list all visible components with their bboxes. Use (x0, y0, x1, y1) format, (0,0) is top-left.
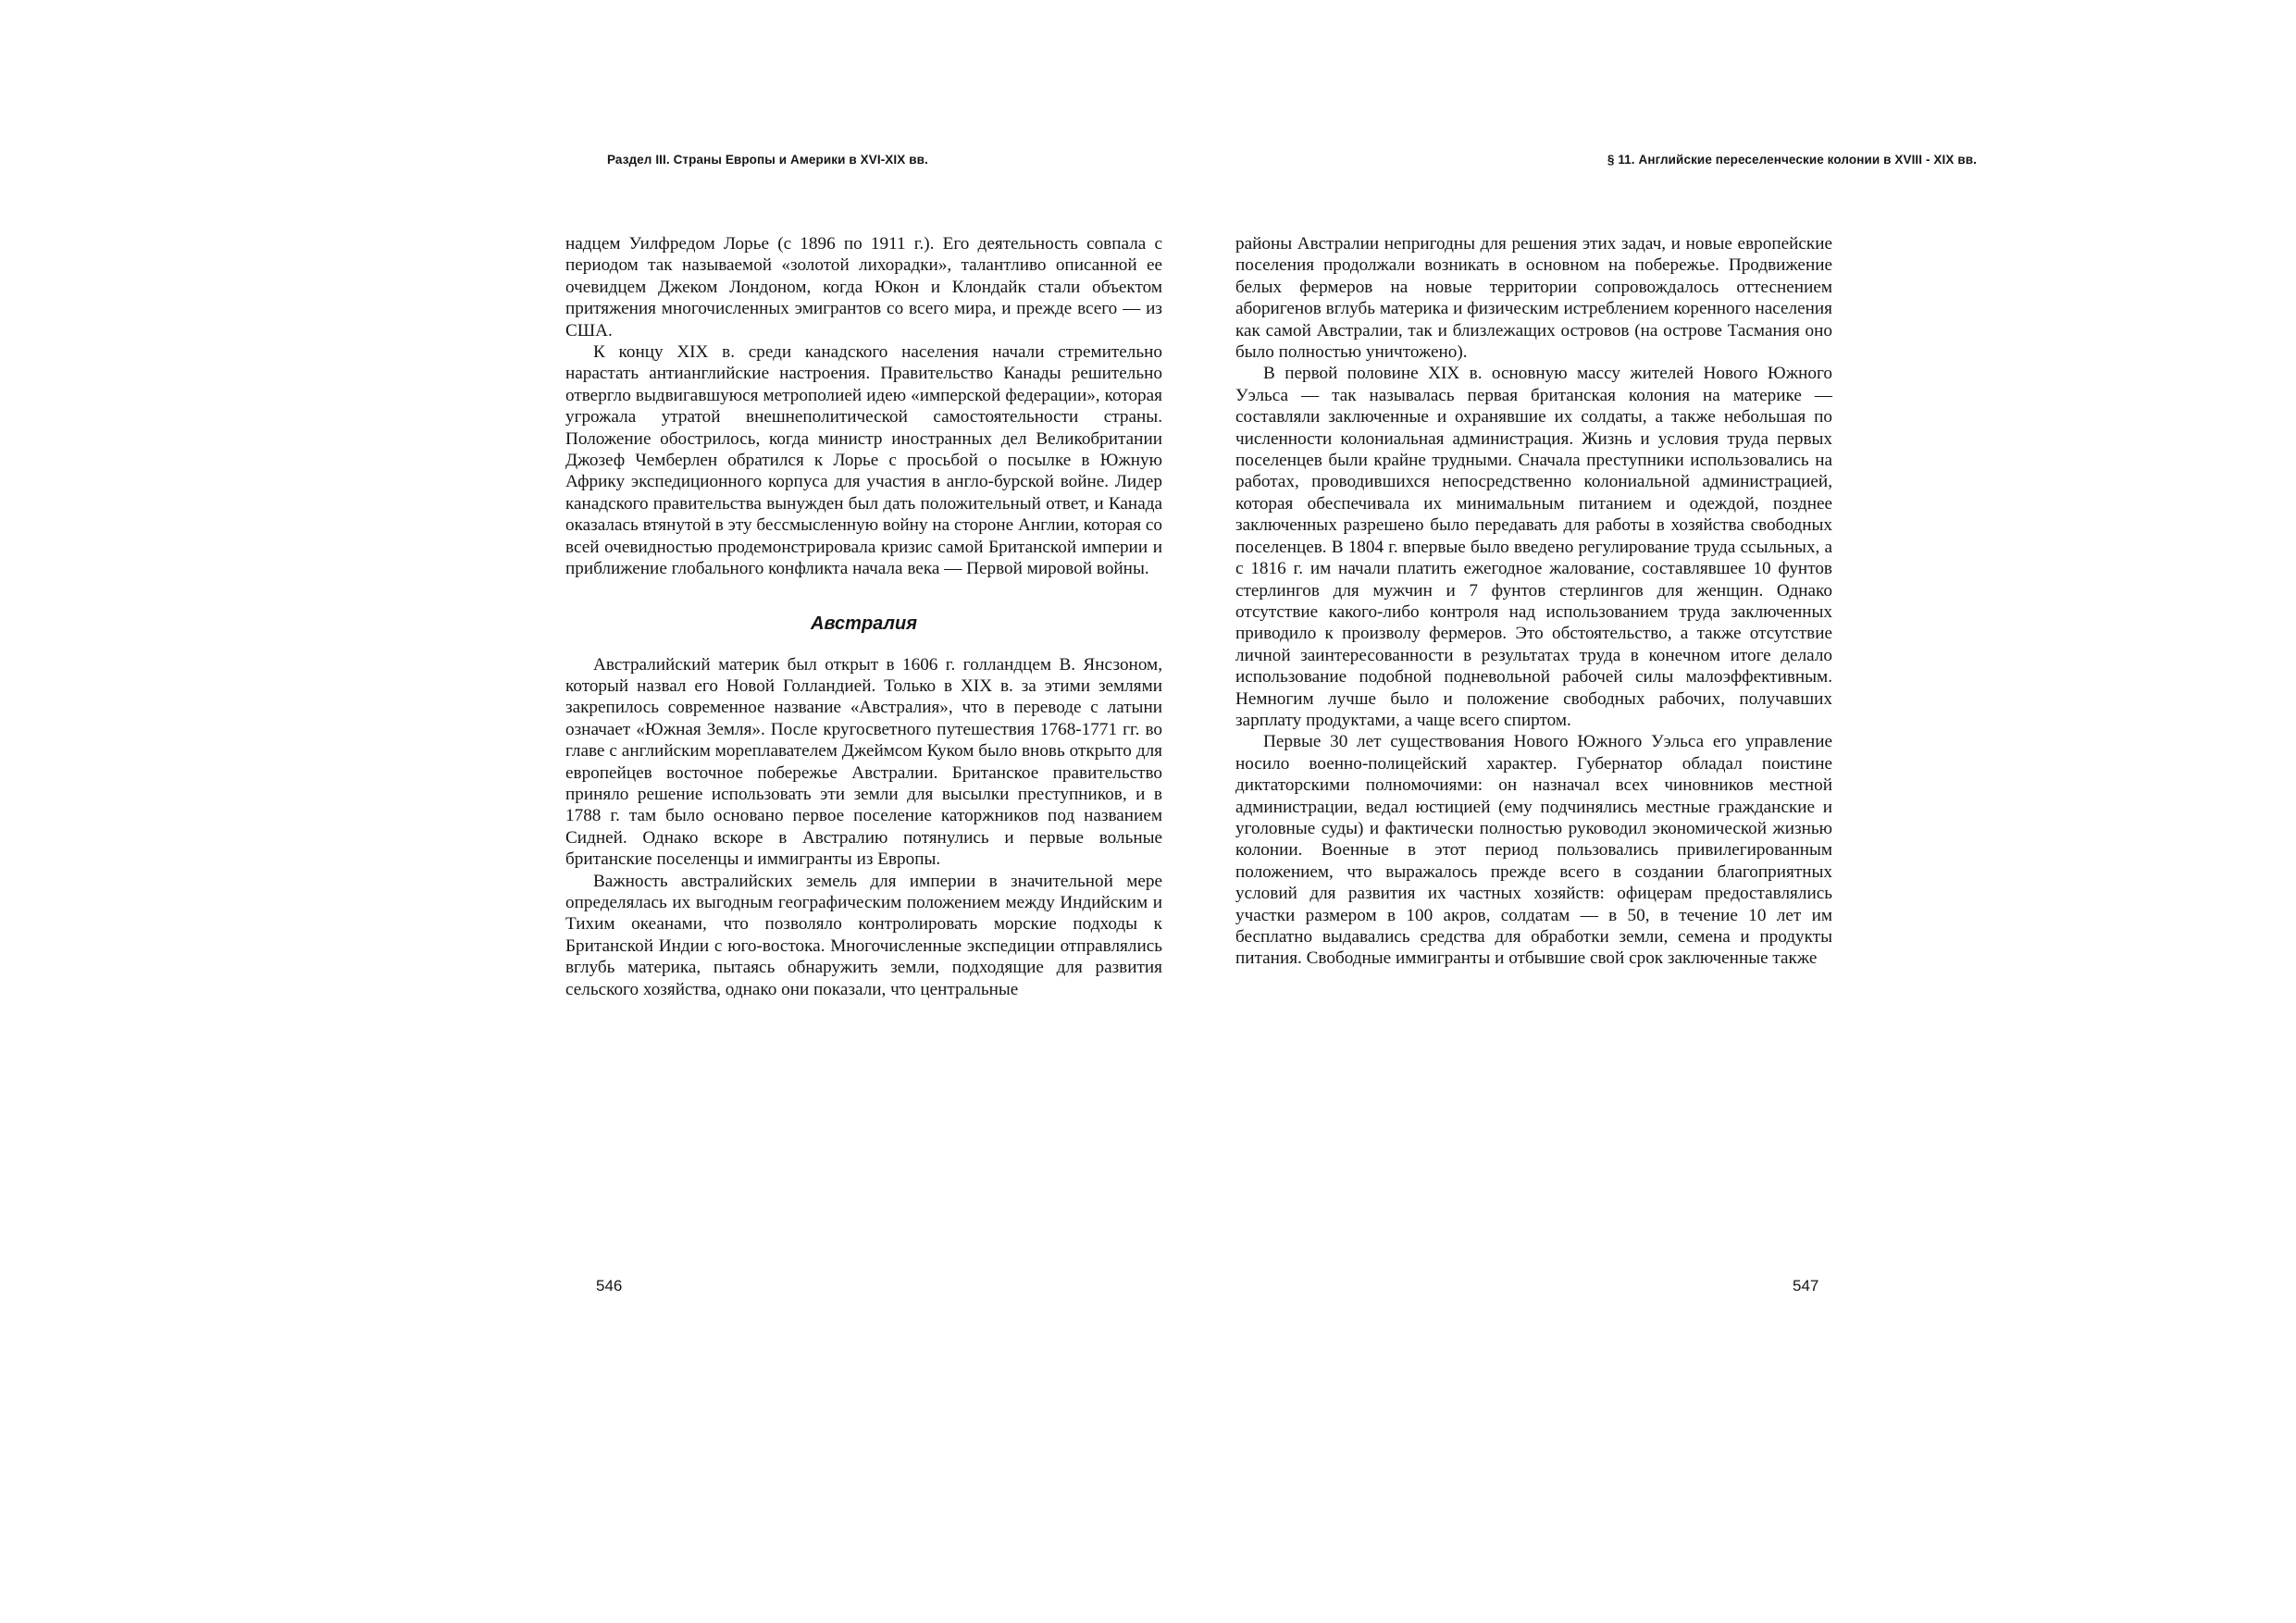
paragraph: Важность австралийских земель для империи в значительной мере определялась их выгодным географическим положением между Индийским и Тихим океанами, что позволяло контролировать морские подходы к Британской Индии с юго-востока. Многочисленные экспедиции отправлялись вглубь материка, пытаясь обнаружить земли, подходящие для развития сельского хозяйства, однако они показали, что центральные (565, 871, 1162, 999)
paragraph: надцем Уилфредом Лорье (с 1896 по 1911 г.). Его деятельность совпала с периодом так называемой «золотой лихорадки», талантливо описанной ее очевидцем Джеком Лондоном, когда Юкон и Клондайк стали объектом притяжения многочисленных эмигрантов со всего мира, и прежде всего — из США. (565, 234, 1162, 341)
paragraph: Австралийский материк был открыт в 1606 г. голландцем В. Янсзоном, который назвал его Новой Голландией. Только в XIX в. за этими землями закрепилось современное название «Австралия», что в переводе с латыни означает «Южная Земля». После кругосветного путешествия 1768-1771 гг. во главе с английским мореплавателем Джеймсом Куком было вновь открыто для европейцев восточное побережье Австралии. Британское правительство приняло решение использовать эти земли для высылки преступников, и в 1788 г. там было основано первое поселение каторжников под названием Сидней. Однако вскоре в Австралию потянулись и первые вольные британские поселенцы и иммигранты из Европы. (565, 654, 1162, 870)
running-head-right: § 11. Английские переселенческие колонии в XVIII - XIX вв. (1607, 153, 1977, 167)
paragraph: Первые 30 лет существования Нового Южного Уэльса его управление носило военно-полицейский характер. Губернатор обладал поистине диктаторскими полномочиями: он назначал всех чиновников местной администрации, ведал юстицией (ему подчинялись местные гражданские и уголовные суды) и фактически полностью руководил экономической жизнью колонии. Военные в этот период пользовались привилегированным положением, что выражалось прежде всего в создании благоприятных условий для развития их частных хозяйств: офицерам предоставлялись участки размером в 100 акров, солдатам — в 50, в течение 10 лет им бесплатно выдавались средства для обработки земли, семена и продукты питания. Свободные иммигранты и отбывшие свой срок заключенные также (1235, 732, 1832, 969)
section-heading: Австралия (811, 613, 917, 634)
paragraph: районы Австралии непригодны для решения этих задач, и новые европейские поселения продолжали возникать в основном на побережье. Продвижение белых фермеров на новые территории сопровождалось оттеснением аборигенов вглубь материка и физическим истреблением коренного населения как самой Австралии, так и близлежащих островов (на острове Тасмания оно было полностью уничтожено). (1235, 234, 1832, 363)
left-text-column (565, 233, 1162, 1000)
page-number-left: 546 (596, 1277, 623, 1295)
page-number-right: 547 (1793, 1277, 1819, 1295)
running-head-left: Раздел III. Страны Европы и Америки в XVI-XIX вв. (607, 153, 928, 167)
right-text-column (1235, 233, 1832, 970)
paragraph: К концу XIX в. среди канадского населения начали стремительно нарастать антианглийские настроения. Правительство Канады решительно отвергло выдвигавшуюся метрополией идею «имперской федерации», которая угрожала утратой внешнеполитической самостоятельности страны. Положение обострилось, когда министр иностранных дел Великобритании Джозеф Чемберлен обратился к Лорье с просьбой о посылке в Южную Африку экспедиционного корпуса для участия в англо-бурской войне. Лидер канадского правительства вынужден был дать положительный ответ, и Канада оказалась втянутой в эту бессмысленную войну на стороне Англии, которая со всей очевидностью продемонстрировала кризис самой Британской империи и приближение глобального конфликта начала века — Первой мировой войны. (565, 342, 1162, 579)
paragraph: В первой половине XIX в. основную массу жителей Нового Южного Уэльса — так называлась первая британская колония на материке — составляли заключенные и охранявшие их солдаты, а также небольшая по численности колониальная администрация. Жизнь и условия труда первых поселенцев были крайне трудными. Сначала преступники использовались на работах, проводившихся непосредственно колониальной администрацией, которая обеспечивала их минимальным питанием и одеждой, позднее заключенных разрешено было передавать для работы в хозяйства свободных поселенцев. В 1804 г. впервые было введено регулирование труда ссыльных, а с 1816 г. им начали платить ежегодное жалование, составлявшее 10 фунтов стерлингов для мужчин и 7 фунтов стерлингов для женщин. Однако отсутствие какого-либо контроля над использованием труда заключенных приводило к произволу фермеров. Это обстоятельство, а также отсутствие личной заинтересованности в результатах труда в конечном итоге делало использование подобной подневольной рабочей силы малоэффективным. Немногим лучше было и положение свободных рабочих, получавших зарплату продуктами, а чаще всего спиртом. (1235, 364, 1832, 730)
right-page (1148, 0, 2296, 1623)
